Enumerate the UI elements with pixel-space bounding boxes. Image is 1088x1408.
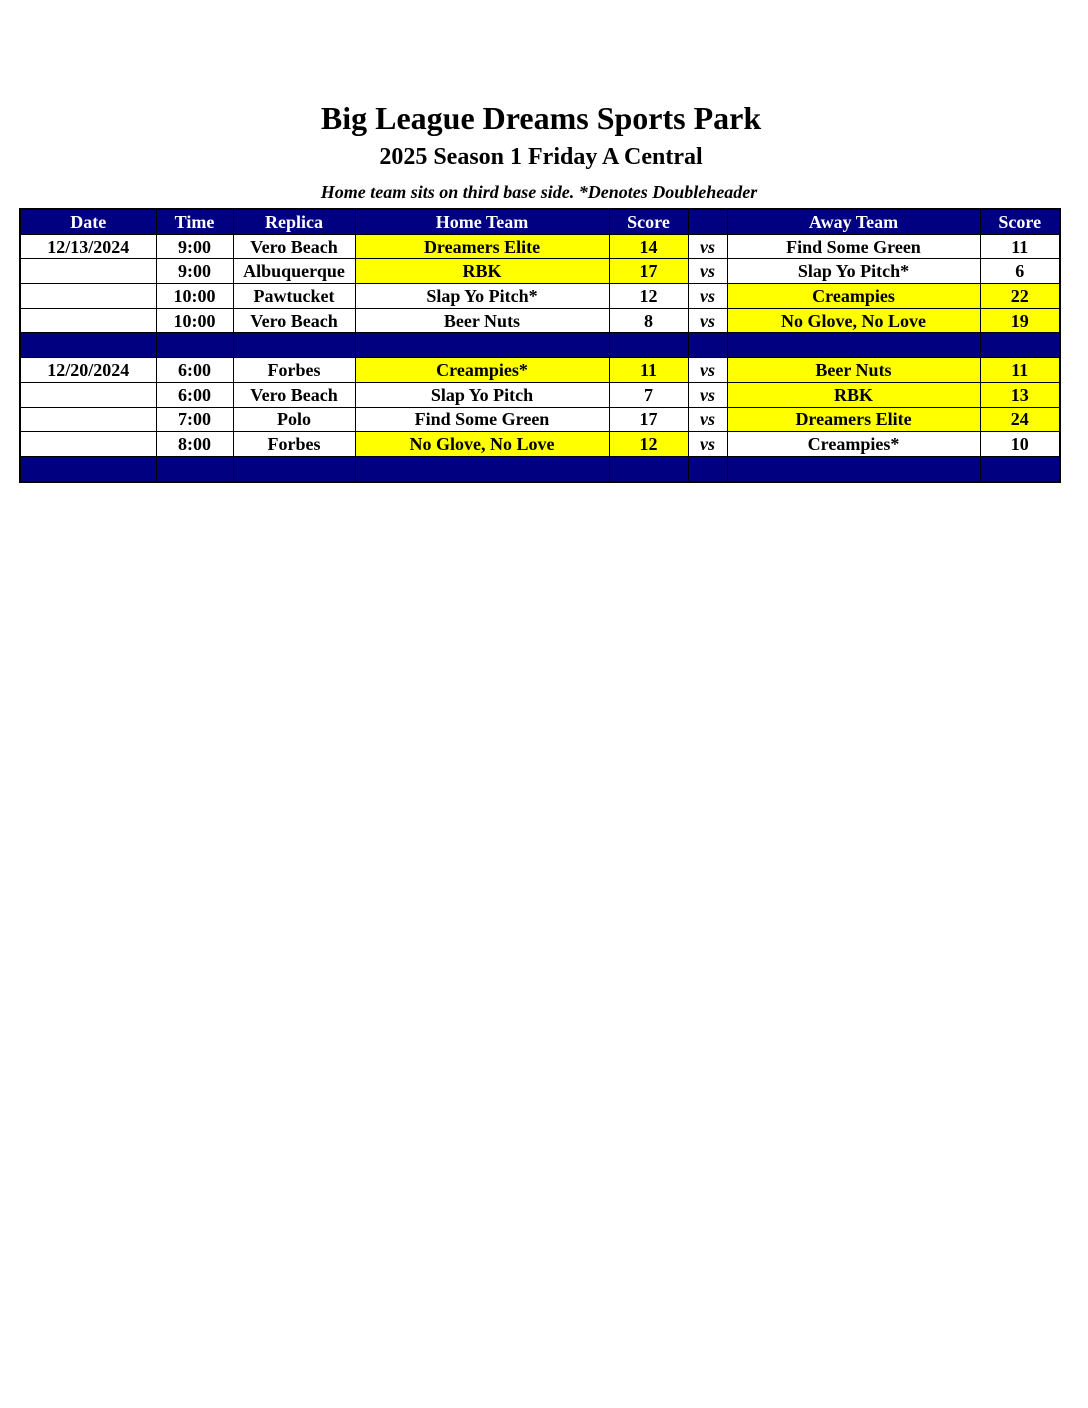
home-team-cell: Find Some Green [355,407,609,432]
home-score-cell: 14 [609,234,688,259]
replica-cell: Polo [233,407,355,432]
away-team-cell: Creampies* [727,432,980,457]
separator-cell [20,456,156,481]
home-team-cell: Beer Nuts [355,308,609,333]
vs-cell: vs [688,432,727,457]
header-time: Time [156,209,233,234]
separator-cell [727,333,980,358]
separator-cell [727,456,980,481]
separator-cell [609,333,688,358]
header-home-score: Score [609,209,688,234]
page-subtitle: 2025 Season 1 Friday A Central [379,144,703,170]
vs-cell: vs [688,234,727,259]
table-header-row [20,209,1060,234]
date-cell [20,284,156,309]
away-score-cell: 6 [980,259,1060,284]
home-score-cell: 7 [609,382,688,407]
table-row [20,358,1060,383]
replica-cell: Forbes [233,432,355,457]
time-cell: 7:00 [156,407,233,432]
away-score-cell: 22 [980,284,1060,309]
separator-cell [688,333,727,358]
away-team-cell: Beer Nuts [727,358,980,383]
table-row [20,382,1060,407]
schedule-note: Home team sits on third base side. *Denotes Doubleheader [320,182,758,202]
date-cell [20,407,156,432]
away-score-cell: 10 [980,432,1060,457]
time-cell: 10:00 [156,284,233,309]
time-cell: 6:00 [156,358,233,383]
home-score-cell: 8 [609,308,688,333]
header-home-team: Home Team [355,209,609,234]
replica-cell: Vero Beach [233,308,355,333]
home-score-cell: 17 [609,407,688,432]
time-cell: 9:00 [156,234,233,259]
separator-cell [609,456,688,481]
home-score-cell: 12 [609,432,688,457]
separator-cell [980,333,1060,358]
vs-cell: vs [688,308,727,333]
separator-cell [233,456,355,481]
date-cell: 12/20/2024 [20,358,156,383]
replica-cell: Forbes [233,358,355,383]
replica-cell: Albuquerque [233,259,355,284]
replica-cell: Pawtucket [233,284,355,309]
separator-row [20,333,1060,358]
away-score-cell: 24 [980,407,1060,432]
home-team-cell: No Glove, No Love [355,432,609,457]
replica-cell: Vero Beach [233,382,355,407]
separator-cell [156,333,233,358]
header-away-team: Away Team [727,209,980,234]
vs-cell: vs [688,284,727,309]
separator-cell [233,333,355,358]
vs-cell: vs [688,407,727,432]
home-score-cell: 12 [609,284,688,309]
table-row [20,284,1060,309]
home-score-cell: 17 [609,259,688,284]
home-score-cell: 11 [609,358,688,383]
separator-cell [688,456,727,481]
replica-cell: Vero Beach [233,234,355,259]
away-score-cell: 11 [980,358,1060,383]
date-cell [20,432,156,457]
away-score-cell: 11 [980,234,1060,259]
home-team-cell: Slap Yo Pitch* [355,284,609,309]
away-score-cell: 19 [980,308,1060,333]
header-away-score: Score [980,209,1060,234]
time-cell: 10:00 [156,308,233,333]
away-team-cell: Dreamers Elite [727,407,980,432]
home-team-cell: RBK [355,259,609,284]
schedule-body [20,234,1060,481]
date-cell [20,382,156,407]
table-row [20,308,1060,333]
separator-cell [355,333,609,358]
home-team-cell: Dreamers Elite [355,234,609,259]
table-row [20,432,1060,457]
date-cell: 12/13/2024 [20,234,156,259]
away-team-cell: Creampies [727,284,980,309]
vs-cell: vs [688,259,727,284]
home-team-cell: Creampies* [355,358,609,383]
away-team-cell: No Glove, No Love [727,308,980,333]
separator-cell [156,456,233,481]
vs-cell: vs [688,382,727,407]
header-date: Date [20,209,156,234]
away-team-cell: Find Some Green [727,234,980,259]
page-title: Big League Dreams Sports Park [320,100,762,136]
header-replica: Replica [233,209,355,234]
away-team-cell: Slap Yo Pitch* [727,259,980,284]
time-cell: 6:00 [156,382,233,407]
table-row [20,259,1060,284]
separator-cell [980,456,1060,481]
date-cell [20,308,156,333]
vs-cell: vs [688,358,727,383]
time-cell: 8:00 [156,432,233,457]
separator-row [20,456,1060,481]
header-vs [688,209,727,234]
home-team-cell: Slap Yo Pitch [355,382,609,407]
away-score-cell: 13 [980,382,1060,407]
table-row [20,234,1060,259]
separator-cell [355,456,609,481]
away-team-cell: RBK [727,382,980,407]
schedule-table [19,208,1061,483]
date-cell [20,259,156,284]
separator-cell [20,333,156,358]
table-row [20,407,1060,432]
time-cell: 9:00 [156,259,233,284]
